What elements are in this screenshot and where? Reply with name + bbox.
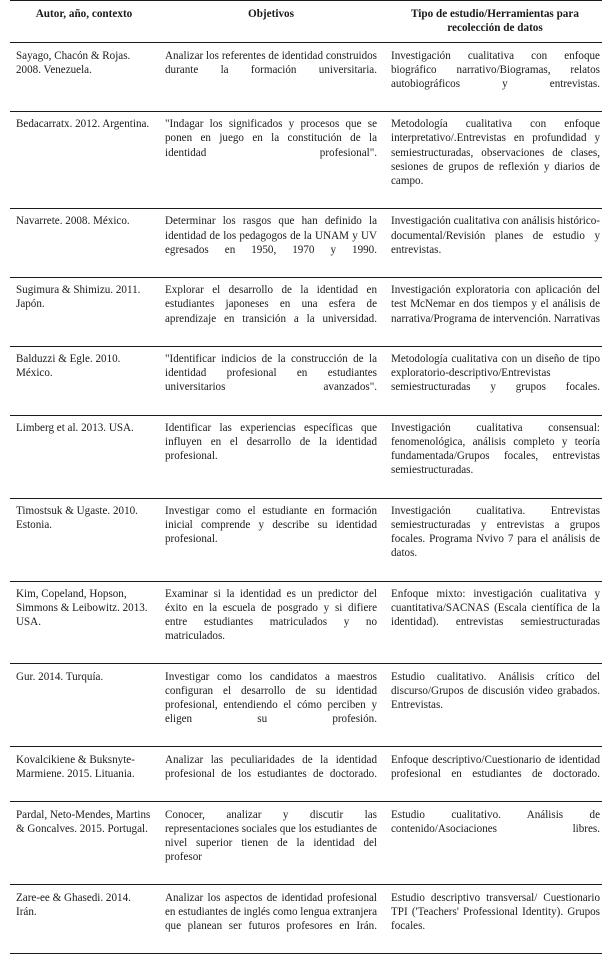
cell-objective: Identificar las experiencias específicas que influyen en el desarrollo de la identidad profesional. — [158, 415, 384, 498]
cell-study-type: Investigación cualitativa con análisis histórico-documental/Revisión planes de estudio y entrevistas. — [384, 208, 602, 277]
table-row — [10, 747, 602, 802]
cell-objective: "Indagar los significados y procesos que se ponen en juego en la constitución de la identidad profesional". — [158, 111, 384, 208]
cell-objective: "Identificar indicios de la construcción de la identidad profesional en estudiantes universitarios avanzados". — [158, 346, 384, 415]
cell-author: Zare-ee & Ghasedi. 2014. Irán. — [10, 885, 158, 954]
cell-author: Gur. 2014. Turquía. — [10, 664, 158, 747]
table-row — [10, 581, 602, 664]
table-body — [10, 43, 602, 954]
cell-author: Sugimura & Shimizu. 2011. Japón. — [10, 277, 158, 346]
table-row — [10, 346, 602, 415]
table-row — [10, 498, 602, 581]
cell-objective: Investigar como los candidatos a maestros configuran el desarrollo de su identidad profesional, entendiendo el cómo perciben y eligen su profesión. — [158, 664, 384, 747]
table-row — [10, 208, 602, 277]
cell-study-type: Investigación cualitativa con enfoque biográfico narrativo/Biogramas, relatos autobiográficos y entrevistas. — [384, 43, 602, 112]
table-row — [10, 111, 602, 208]
table-row — [10, 277, 602, 346]
cell-study-type: Estudio descriptivo transversal/ Cuestionario TPI ('Teachers' Professional Identity). Grupos focales. — [384, 885, 602, 954]
cell-author: Sayago, Chacón & Rojas. 2008. Venezuela. — [10, 43, 158, 112]
cell-study-type: Metodología cualitativa con enfoque interpretativo/.Entrevistas en profundidad y semiestructuradas, observaciones de clases, sesiones de grupos de reflexión y diarios de campo. — [384, 111, 602, 208]
literature-review-table — [10, 0, 602, 954]
cell-objective: Determinar los rasgos que han definido la identidad de los pedagogos de la UNAM y UV egresados en 1950, 1970 y 1990. — [158, 208, 384, 277]
cell-author: Kim, Copeland, Hopson, Simmons & Leibowitz. 2013. USA. — [10, 581, 158, 664]
cell-author: Navarrete. 2008. México. — [10, 208, 158, 277]
table-row — [10, 885, 602, 954]
cell-study-type: Metodología cualitativa con un diseño de tipo exploratorio-descriptivo/Entrevistas semiestructuradas y grupos focales. — [384, 346, 602, 415]
cell-author: Limberg et al. 2013. USA. — [10, 415, 158, 498]
column-header-study-type: Tipo de estudio/Herramientas para recolección de datos — [384, 1, 602, 43]
table-row — [10, 664, 602, 747]
cell-objective: Explorar el desarrollo de la identidad en estudiantes japoneses en una esfera de aprendizaje en transición a la universidad. — [158, 277, 384, 346]
cell-study-type: Estudio cualitativo. Análisis de contenido/Asociaciones libres. — [384, 802, 602, 885]
table-row — [10, 415, 602, 498]
column-header-objectives: Objetivos — [158, 1, 384, 43]
cell-objective: Examinar si la identidad es un predictor del éxito en la escuela de posgrado y si difiere entre estudiantes matriculados y no matriculados. — [158, 581, 384, 664]
cell-objective: Analizar los aspectos de identidad profesional en estudiantes de inglés como lengua extranjera que planean ser futuros profesores en Irán. — [158, 885, 384, 954]
cell-study-type: Estudio cualitativo. Análisis crítico del discurso/Grupos de discusión video grabados. Entrevistas. — [384, 664, 602, 747]
table-row — [10, 43, 602, 112]
cell-study-type: Enfoque mixto: investigación cualitativa y cuantitativa/SACNAS (Escala científica de la identidad). entrevistas semiestructuradas — [384, 581, 602, 664]
table-row — [10, 802, 602, 885]
cell-author: Kovalcikiene & Buksnyte-Marmiene. 2015. Lituania. — [10, 747, 158, 802]
table-header — [10, 1, 602, 43]
cell-study-type: Enfoque descriptivo/Cuestionario de identidad profesional en estudiantes de doctorado. — [384, 747, 602, 802]
cell-objective: Analizar las peculiaridades de la identidad profesional de los estudiantes de doctorado. — [158, 747, 384, 802]
cell-objective: Conocer, analizar y discutir las representaciones sociales que los estudiantes de nivel superior tienen de la identidad del profesor — [158, 802, 384, 885]
cell-author: Balduzzi & Egle. 2010. México. — [10, 346, 158, 415]
cell-study-type: Investigación exploratoria con aplicación del test McNemar en dos tiempos y el análisis de narrativa/Programa de intervención. Narrativas — [384, 277, 602, 346]
cell-study-type: Investigación cualitativa consensual: fenomenológica, análisis completo y teoría fundamentada/Grupos focales, entrevistas semiestructuradas. — [384, 415, 602, 498]
cell-author: Timostsuk & Ugaste. 2010. Estonia. — [10, 498, 158, 581]
column-header-author: Autor, año, contexto — [10, 1, 158, 43]
cell-objective: Investigar como el estudiante en formación inicial comprende y describe su identidad profesional. — [158, 498, 384, 581]
cell-author: Pardal, Neto-Mendes, Martins & Goncalves. 2015. Portugal. — [10, 802, 158, 885]
cell-study-type: Investigación cualitativa. Entrevistas semiestructuradas y entrevistas a grupos focales. Programa Nvivo 7 para el análisis de datos. — [384, 498, 602, 581]
table-header-row — [10, 1, 602, 43]
cell-objective: Analizar los referentes de identidad construidos durante la formación universitaria. — [158, 43, 384, 112]
cell-author: Bedacarratx. 2012. Argentina. — [10, 111, 158, 208]
